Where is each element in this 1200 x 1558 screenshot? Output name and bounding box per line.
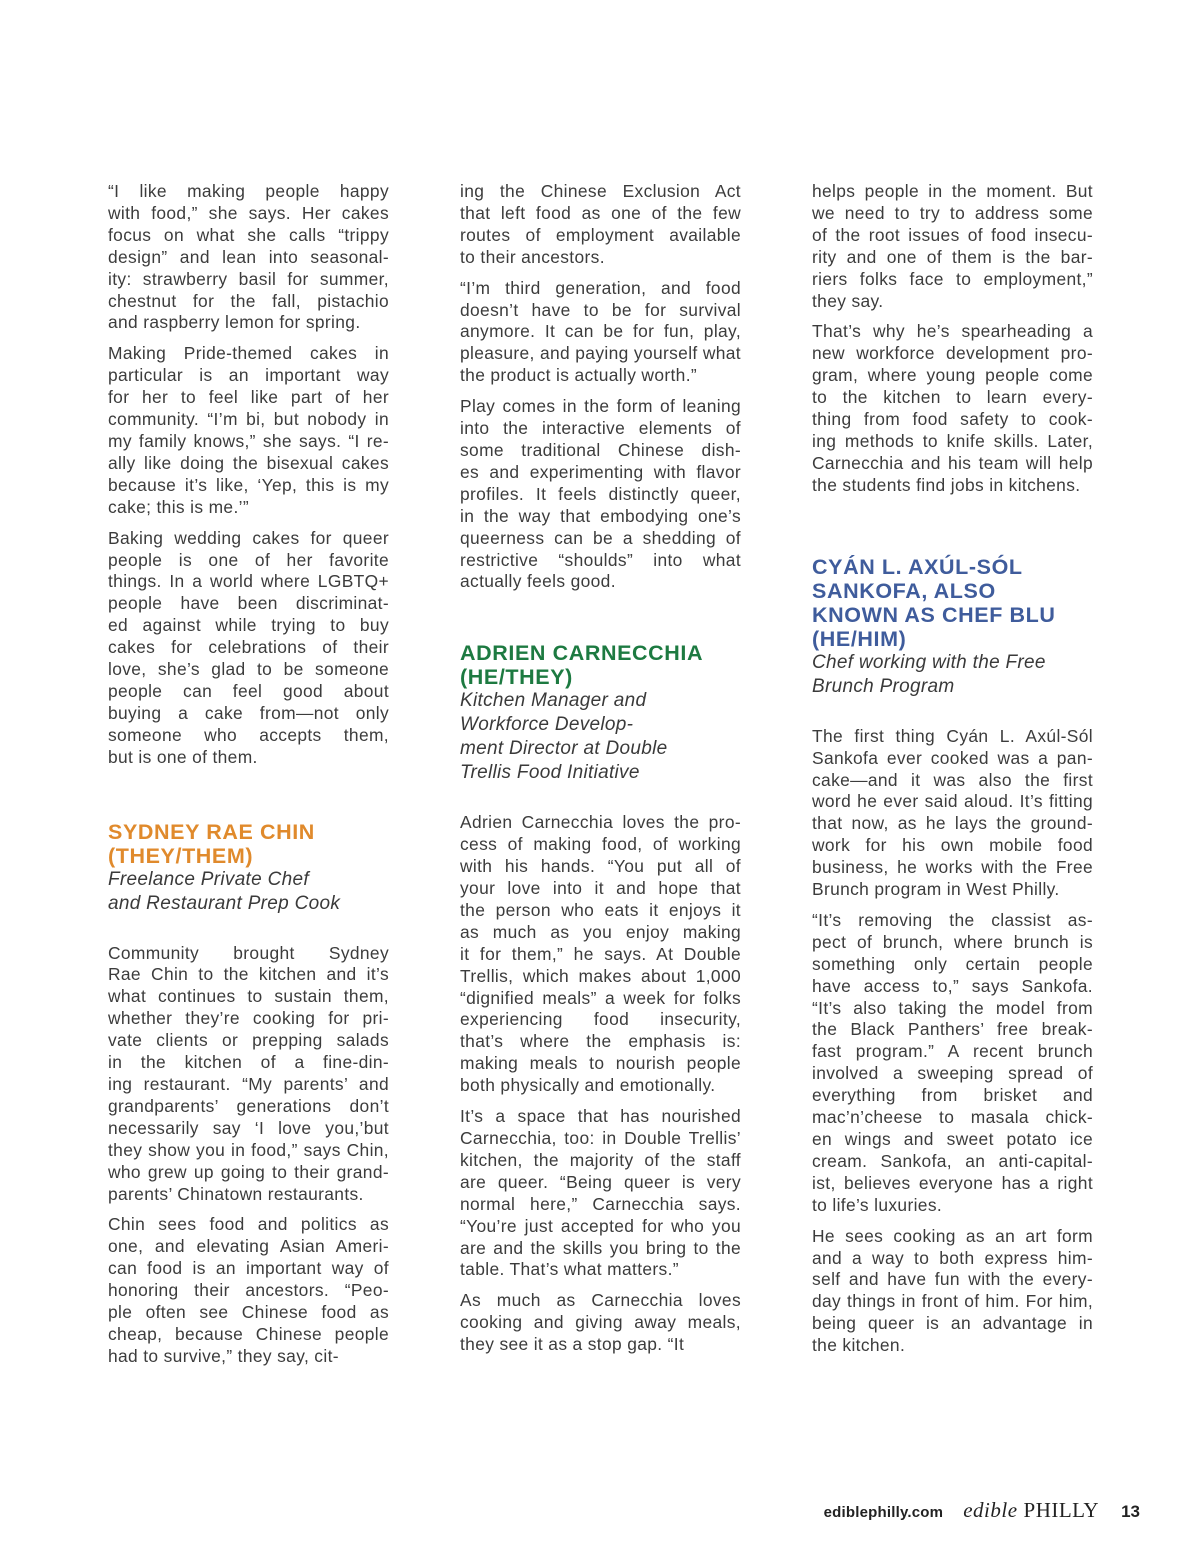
text-line: love, she’s glad to be someone [108, 659, 389, 680]
text-line: the product is actually worth.” [460, 365, 698, 386]
text-line: “It’s also taking the model from [812, 997, 1093, 1018]
text-line: Community brought Sydney [108, 942, 389, 963]
text-line: had to survive,” they say, cit- [108, 1345, 339, 1366]
text-line: Chin sees food and politics as [108, 1214, 389, 1235]
text-line: pect of brunch, where brunch is [812, 931, 1093, 952]
text-line: cake; this is me.’” [108, 496, 249, 517]
text-line: the Black Panthers’ free break- [812, 1019, 1093, 1040]
text-line: (HE/THEY) [460, 665, 573, 690]
text-line: as much as you enjoy making [460, 921, 741, 942]
profile-role [460, 689, 741, 785]
text-line: business, he works with the Free [812, 857, 1093, 878]
text-line: cooking and giving away meals, [460, 1312, 741, 1333]
text-line: thing from food safety to cook- [812, 409, 1093, 430]
text-line: fast program.” A recent brunch [812, 1041, 1093, 1062]
text-line: Adrien Carnecchia loves the pro- [460, 812, 741, 833]
text-line: people have been discriminat- [108, 593, 389, 614]
paragraph [460, 1106, 741, 1281]
text-line: Play comes in the form of leaning [460, 396, 741, 417]
text-line: community. “I’m bi, but nobody in [108, 409, 389, 430]
paragraph [108, 343, 389, 518]
text-line: in the way that embodying one’s [460, 505, 741, 526]
article-column-1 [108, 181, 389, 1377]
text-line: are and the skills you bring to the [460, 1237, 741, 1258]
text-line: rity and one of them is the bar- [812, 246, 1093, 267]
text-line: SANKOFA, ALSO [812, 578, 996, 603]
text-line: my family knows,” she says. “I re- [108, 430, 389, 451]
logo-edible: edible [963, 1498, 1018, 1522]
text-line: what continues to sustain them, [108, 986, 389, 1007]
text-line: with his hands. “You put all of [460, 856, 741, 877]
paragraph [460, 181, 741, 269]
text-line: into the interactive elements of [460, 418, 741, 439]
paragraph [460, 278, 741, 388]
text-line: normal here,” Carnecchia says. [460, 1193, 741, 1214]
text-line: Trellis, which makes about 1,000 [460, 965, 741, 986]
text-line: they show you in food,” says Chin, [108, 1139, 389, 1160]
text-line: have access to,” says Sankofa. [812, 975, 1093, 996]
text-line: Making Pride-themed cakes in [108, 343, 389, 364]
article-column-2 [460, 181, 741, 1365]
text-line: and Restaurant Prep Cook [108, 892, 341, 914]
text-line: profiles. It feels distinctly queer, [460, 483, 741, 504]
text-line: ing the Chinese Exclusion Act [460, 181, 741, 201]
text-line: for her to feel like part of her [108, 387, 389, 408]
page-number: 13 [1121, 1502, 1140, 1521]
text-line: Freelance Private Chef [108, 868, 309, 890]
text-line: your love into it and hope that [460, 878, 741, 899]
text-line: who grew up going to their grand- [108, 1161, 389, 1182]
text-line: people is one of her favorite [108, 549, 389, 570]
paragraph [460, 812, 741, 1097]
text-line: gram, where young people come [812, 365, 1093, 386]
website-link[interactable]: ediblephilly.com [823, 1504, 944, 1521]
text-line: anymore. It can be for fun, play, [460, 321, 741, 342]
article-column-3 [812, 181, 1093, 1366]
paragraph [108, 181, 389, 334]
text-line: Baking wedding cakes for queer [108, 527, 389, 548]
profile-role [108, 868, 389, 916]
text-line: As much as Carnecchia loves [460, 1290, 741, 1311]
text-line: buying a cake from—not only [108, 702, 389, 723]
text-line: they say. [812, 290, 884, 311]
text-line: Brunch program in West Philly. [812, 879, 1060, 900]
text-line: ed against while trying to buy [108, 615, 389, 636]
text-line: Chef working with the Free [812, 651, 1046, 673]
text-line: word he ever said aloud. It’s fitting [812, 791, 1093, 812]
text-line: ally like doing the bisexual cakes [108, 452, 389, 473]
text-line: are queer. “Being queer is very [460, 1171, 741, 1192]
text-line: doesn’t have to be for survival [460, 299, 741, 320]
text-line: one, and elevating Asian Ameri- [108, 1236, 389, 1257]
text-line: ity: strawberry basil for summer, [108, 268, 389, 289]
text-line: KNOWN AS CHEF BLU [812, 602, 1056, 627]
text-line: cake—and it was also the first [812, 769, 1093, 790]
text-line: making meals to nourish people [460, 1053, 741, 1074]
text-line: the students find jobs in kitchens. [812, 474, 1081, 495]
text-line: in the kitchen of a fine-din- [108, 1052, 389, 1073]
paragraph [108, 1214, 389, 1367]
profile-heading [108, 820, 389, 868]
text-line: ple often see Chinese food as [108, 1302, 389, 1323]
text-line: that’s where the emphasis is: [460, 1031, 741, 1052]
text-line: can food is an important way of [108, 1258, 389, 1279]
text-line: ing restaurant. “My parents’ and [108, 1074, 389, 1094]
text-line: (THEY/THEM) [108, 843, 254, 868]
text-line: “I’m third generation, and food [460, 277, 741, 298]
paragraph [812, 726, 1093, 901]
text-line: queerness can be a shedding of [460, 527, 741, 548]
text-line: particular is an important way [108, 365, 389, 386]
text-line: ing methods to knife skills. Later, [812, 430, 1093, 451]
text-line: cess of making food, of working [460, 834, 741, 855]
text-line: to life’s luxuries. [812, 1194, 943, 1215]
text-line: Carnecchia and his team will help [812, 452, 1093, 473]
profile-role [812, 651, 1093, 699]
text-line: mac’n’cheese to masala chick- [812, 1107, 1093, 1128]
text-line: Trellis Food Initiative [460, 762, 640, 784]
text-line: to the kitchen to learn every- [812, 387, 1093, 408]
text-line: cream. Sankofa, an anti-capital- [812, 1150, 1093, 1171]
text-line: ADRIEN CARNECCHIA [460, 641, 704, 666]
text-line: table. That’s what matters.” [460, 1259, 679, 1280]
text-line: He sees cooking as an art form [812, 1225, 1093, 1246]
profile-sydney-rae-chin [108, 820, 389, 1368]
text-line: new workforce development pro- [812, 343, 1093, 364]
text-line: someone who accepts them, [108, 724, 389, 745]
text-line: of the root issues of food insecu- [812, 224, 1093, 245]
paragraph [812, 321, 1093, 496]
text-line: chestnut for the fall, pistachio [108, 290, 389, 311]
text-line: self and have fun with the every- [812, 1269, 1093, 1290]
text-line: riers folks face to employment,” [812, 268, 1093, 289]
text-line: “It’s removing the classist as- [812, 909, 1093, 930]
paragraph [108, 943, 389, 1206]
paragraph [460, 1290, 741, 1356]
continued-text [460, 181, 741, 593]
text-line: they see it as a stop gap. “It [460, 1334, 685, 1355]
paragraph [812, 910, 1093, 1217]
text-line: Brunch Program [812, 675, 955, 697]
continued-text [812, 181, 1093, 497]
paragraph [108, 528, 389, 769]
text-line: both physically and emotionally. [460, 1075, 716, 1096]
paragraph [812, 1226, 1093, 1357]
text-line: The first thing Cyán L. Axúl-Sól [812, 725, 1093, 746]
text-line: parents’ Chinatown restaurants. [108, 1183, 364, 1204]
text-line: something only certain people [812, 953, 1093, 974]
text-line: things. In a world where LGBTQ+ [108, 571, 389, 592]
profile-heading [812, 555, 1093, 651]
text-line: the person who eats it enjoys it [460, 899, 741, 920]
text-line: we need to try to address some [812, 202, 1093, 223]
text-line: Kitchen Manager and [460, 690, 647, 712]
text-line: some traditional Chinese dish- [460, 439, 741, 460]
text-line: Sankofa ever cooked was a pan- [812, 747, 1093, 768]
text-line: CYÁN L. AXÚL-SÓL [812, 554, 1023, 579]
text-line: Rae Chin to the kitchen and it’s [108, 964, 389, 985]
text-line: people can feel good about [108, 680, 389, 701]
text-line: actually feels good. [460, 571, 616, 592]
text-line: es and experimenting with flavor [460, 461, 741, 482]
text-line: Carnecchia, too: in Double Trellis’ [460, 1128, 741, 1148]
logo-philly: PHILLY [1023, 1498, 1100, 1522]
text-line: but is one of them. [108, 746, 258, 767]
text-line: focus on what she calls “trippy [108, 224, 389, 245]
text-line: everything from brisket and [812, 1085, 1093, 1106]
text-line: SYDNEY RAE CHIN [108, 819, 315, 844]
text-line: That’s why he’s spearheading a [812, 321, 1093, 342]
text-line: honoring their ancestors. “Peo- [108, 1280, 389, 1301]
paragraph [812, 181, 1093, 312]
text-line: cakes for celebrations of their [108, 637, 389, 658]
text-line: grandparents’ generations don’t [108, 1095, 389, 1116]
text-line: pleasure, and paying yourself what [460, 343, 741, 364]
text-line: experiencing food insecurity, [460, 1009, 741, 1030]
paragraph [460, 396, 741, 593]
text-line: “dignified meals” a week for folks [460, 987, 741, 1008]
text-line: routes of employment available [460, 224, 741, 245]
text-line: “I like making people happy [108, 181, 389, 201]
text-line: “You’re just accepted for who you [460, 1215, 741, 1236]
text-line: ist, believes everyone has a right [812, 1172, 1093, 1193]
text-line: that now, as he lays the ground- [812, 813, 1093, 834]
text-line: with food,” she says. Her cakes [108, 202, 389, 223]
text-line: restrictive “shoulds” into what [460, 549, 741, 570]
intro-text [108, 181, 389, 769]
text-line: involved a sweeping spread of [812, 1063, 1093, 1084]
text-line: cheap, because Chinese people [108, 1323, 389, 1344]
profile-adrien-carnecchia [460, 641, 741, 1356]
text-line: design” and lean into seasonal- [108, 246, 389, 267]
text-line: necessarily say ‘I love you,’but [108, 1117, 389, 1138]
text-line: en wings and sweet potato ice [812, 1129, 1093, 1149]
text-line: kitchen, the majority of the staff [460, 1149, 741, 1170]
text-line: whether they’re cooking for pri- [108, 1008, 389, 1029]
text-line: vate clients or prepping salads [108, 1030, 389, 1051]
profile-cyan-sankofa [812, 555, 1093, 1357]
text-line: day things in front of him. For him, [812, 1291, 1093, 1312]
text-line: the kitchen. [812, 1335, 906, 1356]
text-line: and raspberry lemon for spring. [108, 312, 361, 333]
text-line: It’s a space that has nourished [460, 1106, 741, 1127]
text-line: (HE/HIM) [812, 626, 907, 651]
text-line: Workforce Develop- [460, 714, 634, 736]
text-line: work for his own mobile food [812, 835, 1093, 856]
text-line: and a way to both express him- [812, 1247, 1093, 1268]
text-line: helps people in the moment. But [812, 181, 1093, 201]
text-line: that left food as one of the few [460, 202, 741, 223]
page-footer [824, 1498, 1140, 1528]
magazine-logo [963, 1498, 1099, 1523]
text-line: it for them,” he says. At Double [460, 943, 741, 964]
text-line: being queer is an advantage in [812, 1313, 1093, 1334]
text-line: ment Director at Double [460, 738, 668, 760]
text-line: because it’s like, ‘Yep, this is my [108, 474, 389, 495]
text-line: to their ancestors. [460, 246, 605, 267]
profile-heading [460, 641, 741, 689]
